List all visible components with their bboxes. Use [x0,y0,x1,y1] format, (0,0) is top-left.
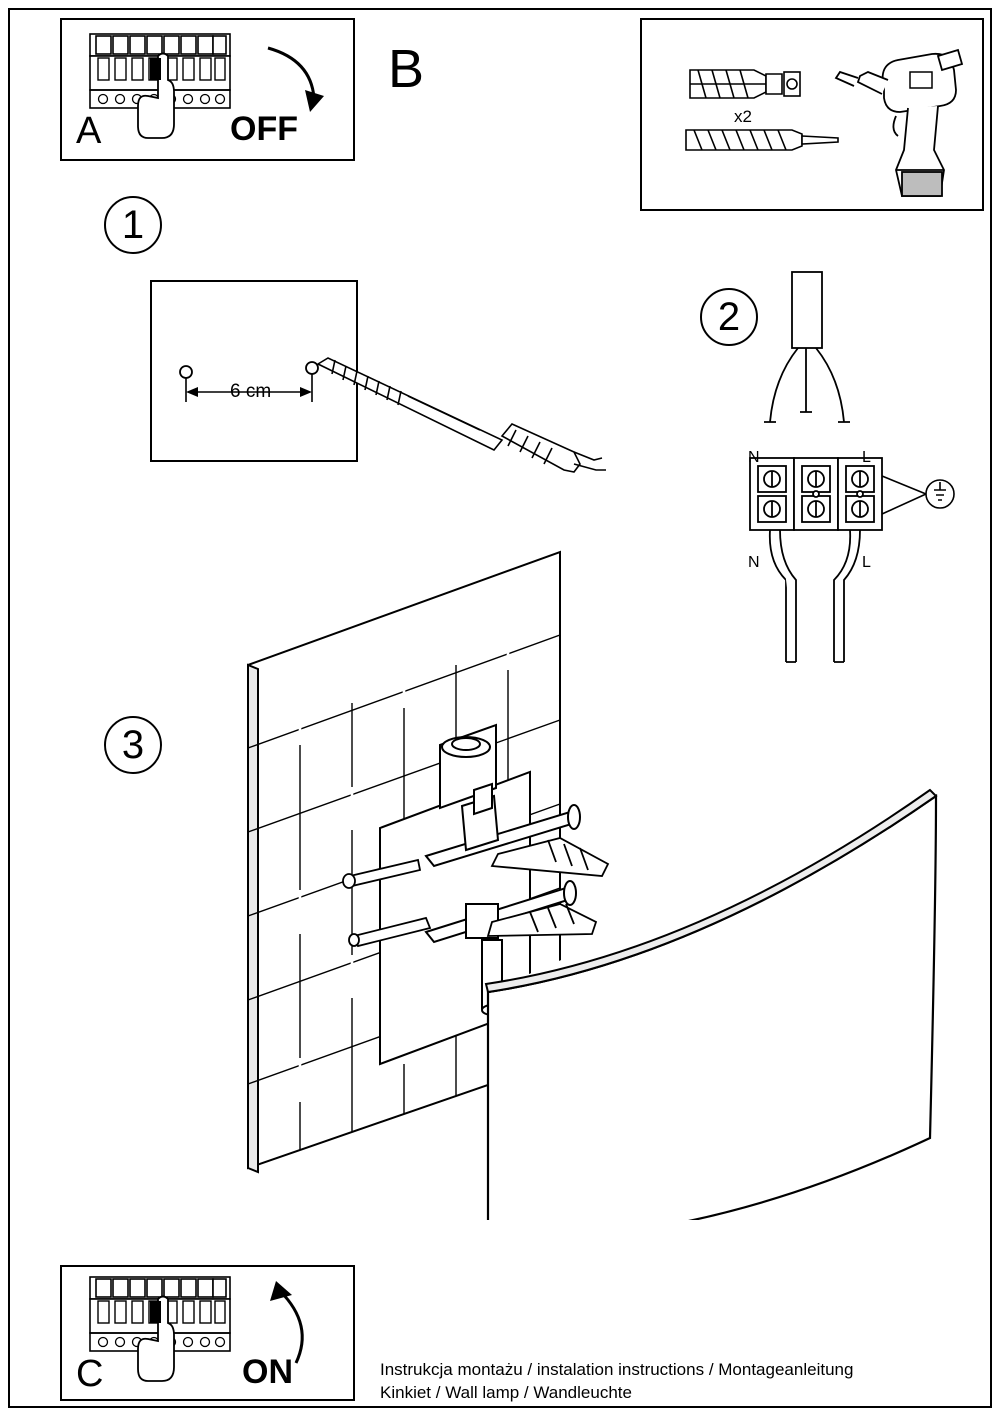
panel-c-action-label: ON [242,1353,293,1391]
panel-a-action-label: OFF [230,110,298,148]
step-1-illustration [150,280,620,510]
panel-c-illustration [62,1267,353,1399]
panel-b-illustration [642,20,982,209]
panel-b-letter: B [388,39,425,99]
step-2-terminal-label-l-bottom: L [862,554,871,571]
step-3-illustration [230,540,970,1220]
panel-b [640,18,984,211]
panel-c [60,1265,355,1401]
panel-c-letter: C [76,1353,104,1395]
panel-a [60,18,355,161]
footer-line-2: Kinkiet / Wall lamp / Wandleuchte [380,1383,632,1402]
footer-line-1: Instrukcja montażu / instalation instructions / Montageanleitung [380,1360,854,1379]
panel-a-illustration [62,20,353,159]
step-2-terminal-label-l-top: L [862,449,871,466]
panel-a-letter: A [76,110,102,152]
step-2-number-label: 2 [717,294,741,339]
step-2-terminal-label-n-bottom: N [748,554,760,571]
step-2-terminal-label-n-top: N [748,449,760,466]
step-1-dimension-label: 6 cm [230,381,272,402]
step-3-number [104,716,162,774]
panel-b-plug-count-label: x2 [734,107,752,126]
step-1-number [104,196,162,254]
step-3-number-label: 3 [121,722,145,767]
step-1-number-label: 1 [121,202,145,247]
